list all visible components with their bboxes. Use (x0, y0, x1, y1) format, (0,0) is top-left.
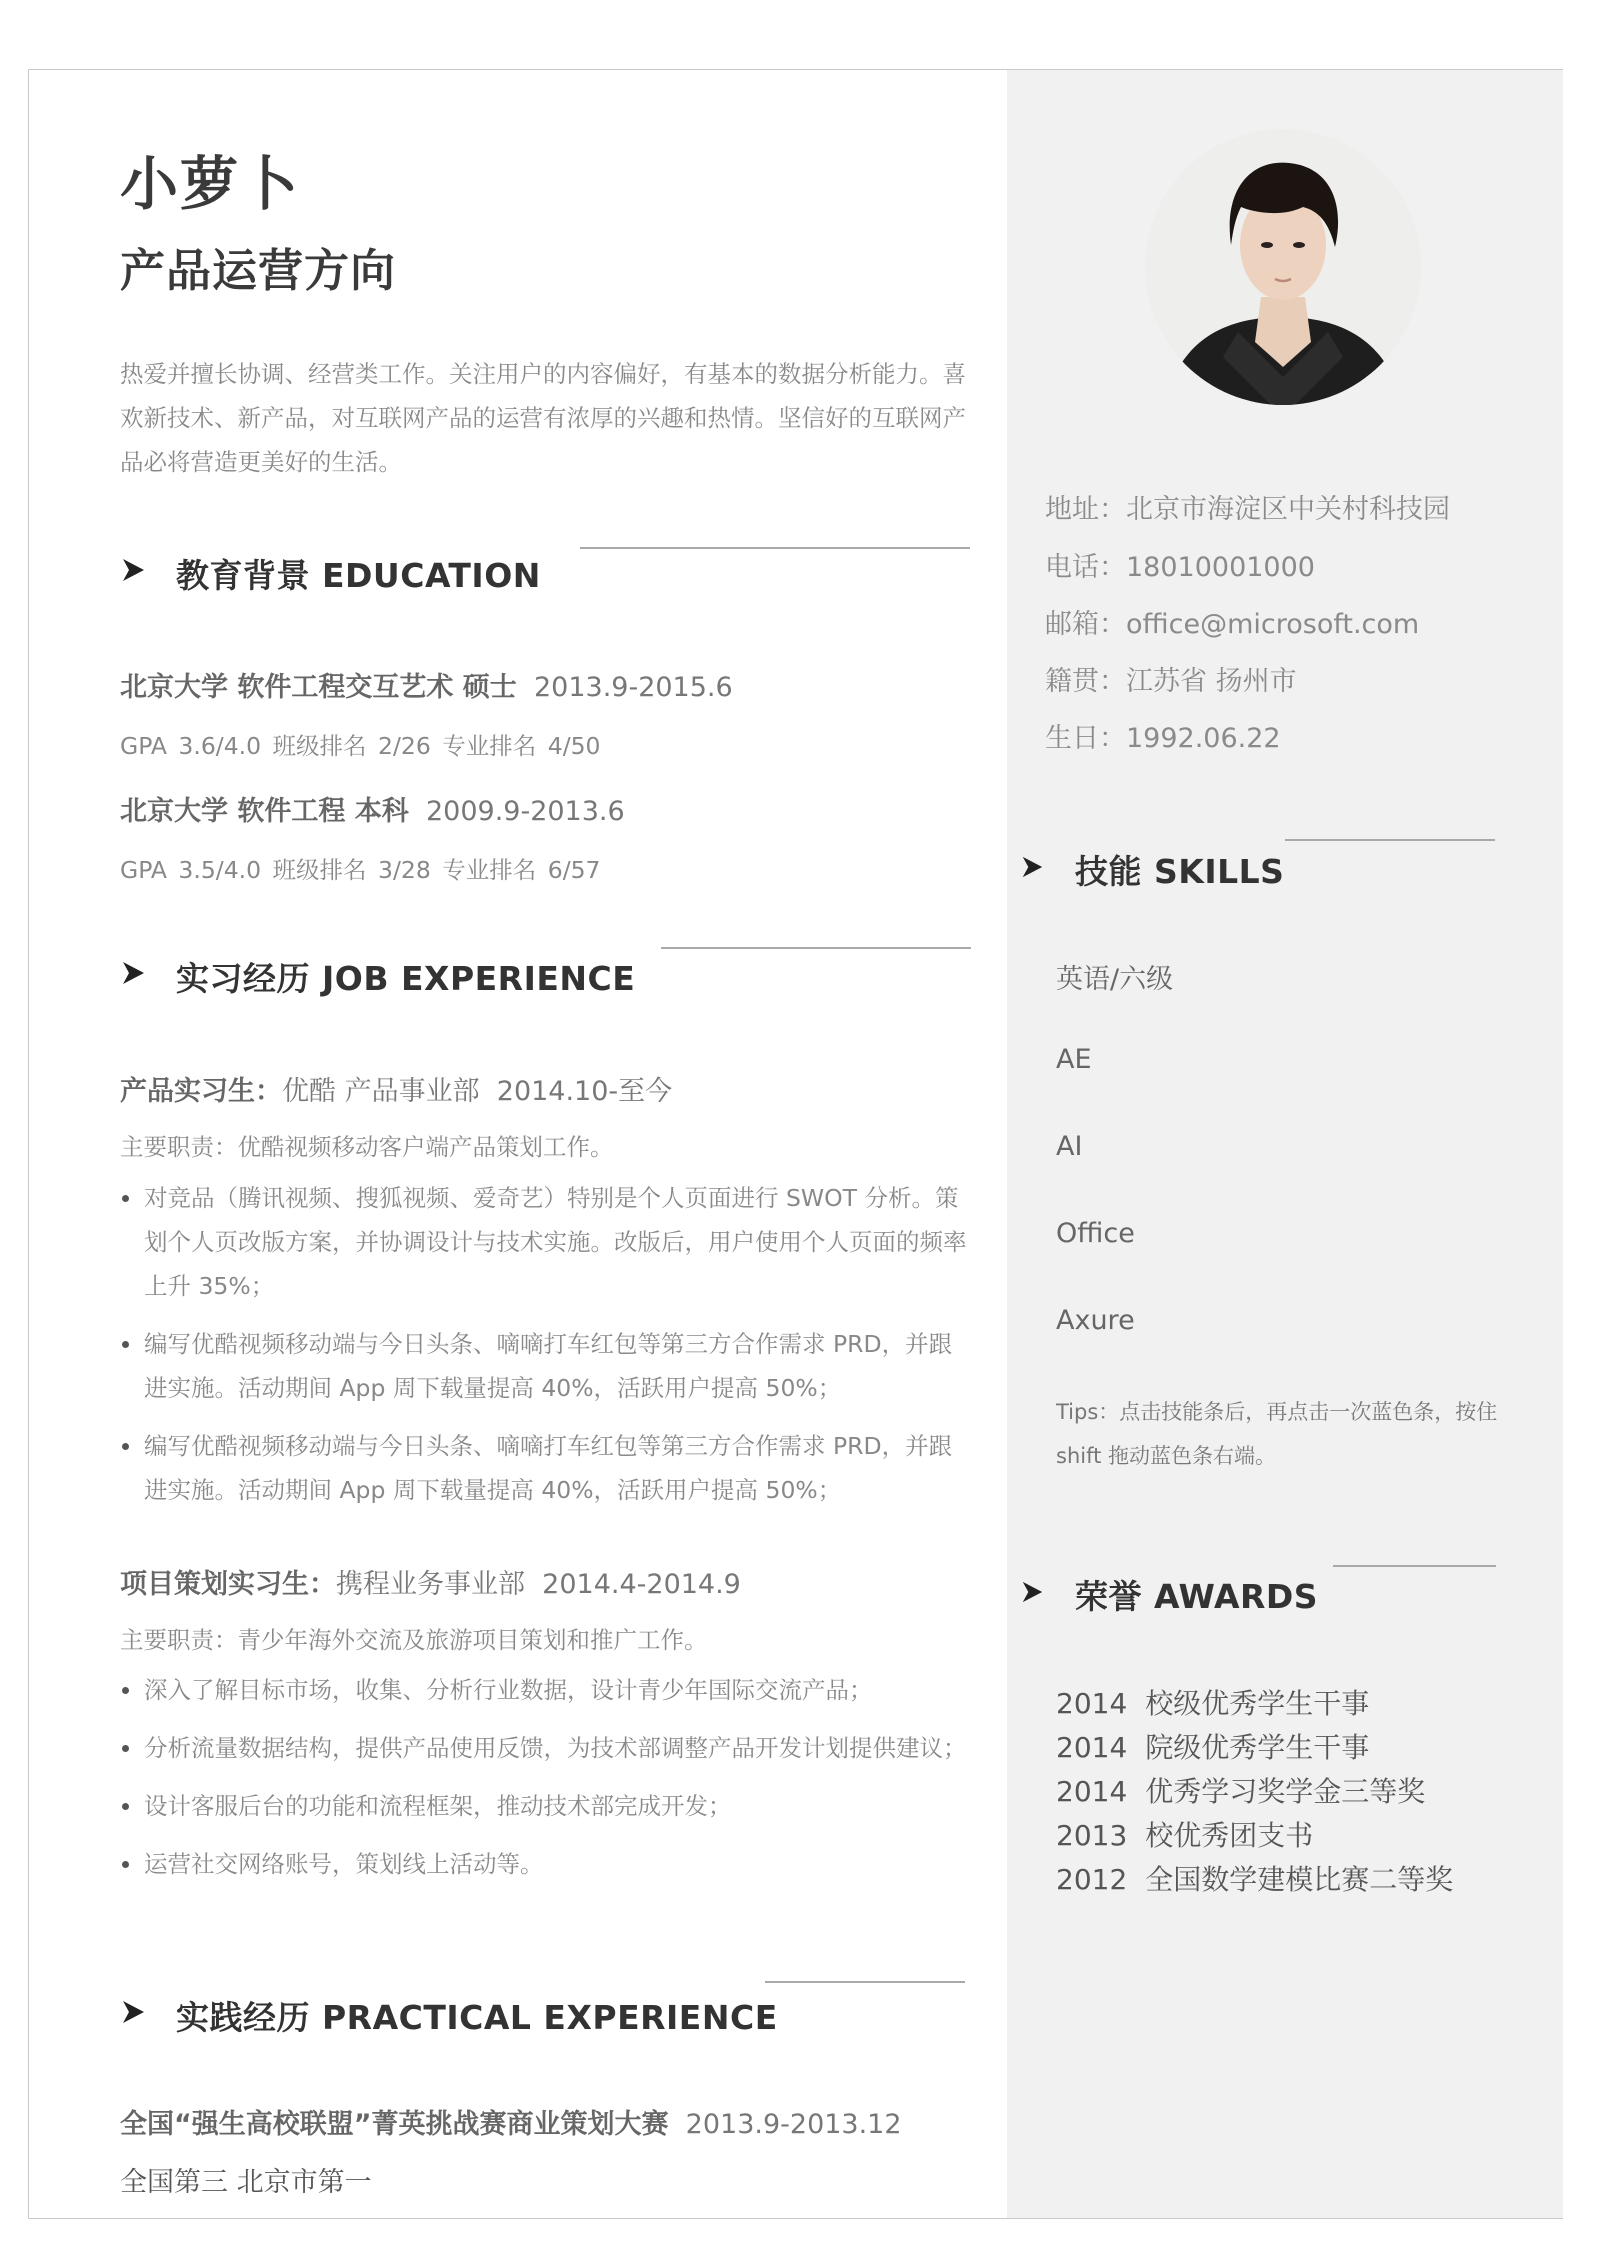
contact-email: 邮箱：office@microsoft.com (1045, 609, 1420, 640)
education-period: 2013.9-2015.6 (533, 672, 733, 703)
section-arrow-icon (120, 557, 146, 583)
section-divider (765, 1981, 965, 1983)
practice-title (120, 2102, 902, 2141)
section-arrow-icon (1020, 1580, 1044, 1604)
list-item: 运营社交网络账号，策划线上活动等。 (120, 1842, 972, 1886)
skill-item[interactable]: AE (1056, 1044, 1092, 1075)
skill-item[interactable]: 英语/六级 (1056, 964, 1174, 995)
award-item: 2014 校级优秀学生干事 (1056, 1687, 1370, 1720)
list-item: 设计客服后台的功能和流程框架，推动技术部完成开发； (120, 1784, 972, 1828)
education-item (120, 665, 733, 704)
skill-item[interactable]: Axure (1056, 1305, 1135, 1336)
education-detail: GPA 3.6/4.0 班级排名 2/26 专业排名 4/50 (120, 732, 601, 760)
education-school: 北京大学 软件工程 本科 (120, 796, 409, 827)
job-title (120, 1069, 672, 1108)
award-item: 2014 院级优秀学生干事 (1056, 1731, 1370, 1764)
practice-heading: 实践经历 PRACTICAL EXPERIENCE (176, 1998, 778, 2037)
skill-item[interactable]: Office (1056, 1218, 1135, 1249)
award-item: 2014 优秀学习奖学金三等奖 (1056, 1775, 1426, 1808)
list-item: 对竞品（腾讯视频、搜狐视频、爱奇艺）特别是个人页面进行 SWOT 分析。策划个人页改版方案，并协调设计与技术实施。改版后，用户使用个人页面的频率上升 35%； (120, 1176, 972, 1308)
job-company: 优酷 产品事业部 (282, 1076, 480, 1107)
job-role: 产品实习生： (120, 1076, 282, 1107)
list-item: 分析流量数据结构，提供产品使用反馈，为技术部调整产品开发计划提供建议； (120, 1726, 972, 1770)
job-role: 项目策划实习生： (120, 1569, 336, 1600)
practice-result: 全国第三 北京市第一 (120, 2167, 372, 2198)
section-arrow-icon (1020, 855, 1044, 879)
skills-heading: 技能 SKILLS (1075, 852, 1285, 891)
section-divider (1333, 1565, 1496, 1567)
award-item: 2013 校优秀团支书 (1056, 1819, 1314, 1852)
awards-heading: 荣誉 AWARDS (1075, 1577, 1319, 1616)
skills-tips: Tips：点击技能条后，再点击一次蓝色条，按住 shift 拖动蓝色条右端。 (1056, 1400, 1498, 1468)
candidate-name: 小萝卜 (120, 150, 301, 218)
education-school: 北京大学 软件工程交互艺术 硕士 (120, 672, 517, 703)
job-period: 2014.10-至今 (496, 1076, 673, 1107)
section-arrow-icon (120, 1999, 146, 2025)
skill-item[interactable]: AI (1056, 1131, 1083, 1162)
list-item: 编写优酷视频移动端与今日头条、嘀嘀打车红包等第三方合作需求 PRD，并跟进实施。活动期间 App 周下载量提高 40%，活跃用户提高 50%； (120, 1424, 972, 1512)
job-duty: 主要职责：优酷视频移动客户端产品策划工作。 (120, 1133, 614, 1161)
job-heading: 实习经历 JOB EXPERIENCE (176, 959, 636, 998)
education-item (120, 789, 625, 828)
avatar (1143, 127, 1423, 407)
target-role: 产品运营方向 (120, 244, 397, 297)
section-divider (661, 947, 971, 949)
contact-address: 地址：北京市海淀区中关村科技园 (1045, 494, 1450, 525)
section-arrow-icon (120, 960, 146, 986)
job-bullets (120, 1668, 972, 1900)
contact-hometown: 籍贯：江苏省 扬州市 (1045, 666, 1297, 697)
contact-birthday: 生日：1992.06.22 (1045, 723, 1281, 754)
section-divider (1285, 839, 1495, 841)
education-period: 2009.9-2013.6 (425, 796, 625, 827)
job-period: 2014.4-2014.9 (542, 1569, 741, 1600)
section-divider (580, 547, 970, 549)
education-heading: 教育背景 EDUCATION (176, 556, 541, 595)
job-bullets (120, 1176, 972, 1526)
job-company: 携程业务事业部 (336, 1569, 525, 1600)
job-duty: 主要职责：青少年海外交流及旅游项目策划和推广工作。 (120, 1626, 708, 1654)
practice-period: 2013.9-2013.12 (685, 2109, 902, 2140)
list-item: 编写优酷视频移动端与今日头条、嘀嘀打车红包等第三方合作需求 PRD，并跟进实施。活动期间 App 周下载量提高 40%，活跃用户提高 50%； (120, 1322, 972, 1410)
practice-name: 全国“强生高校联盟”菁英挑战赛商业策划大赛 (120, 2109, 669, 2140)
education-detail: GPA 3.5/4.0 班级排名 3/28 专业排名 6/57 (120, 856, 601, 884)
award-item: 2012 全国数学建模比赛二等奖 (1056, 1863, 1454, 1896)
list-item: 深入了解目标市场，收集、分析行业数据，设计青少年国际交流产品； (120, 1668, 972, 1712)
job-title (120, 1562, 741, 1601)
contact-phone: 电话：18010001000 (1045, 552, 1315, 583)
summary-text: 热爱并擅长协调、经营类工作。关注用户的内容偏好，有基本的数据分析能力。喜欢新技术、新产品，对互联网产品的运营有浓厚的兴趣和热情。坚信好的互联网产品必将营造更美好的生活。 (120, 360, 966, 476)
